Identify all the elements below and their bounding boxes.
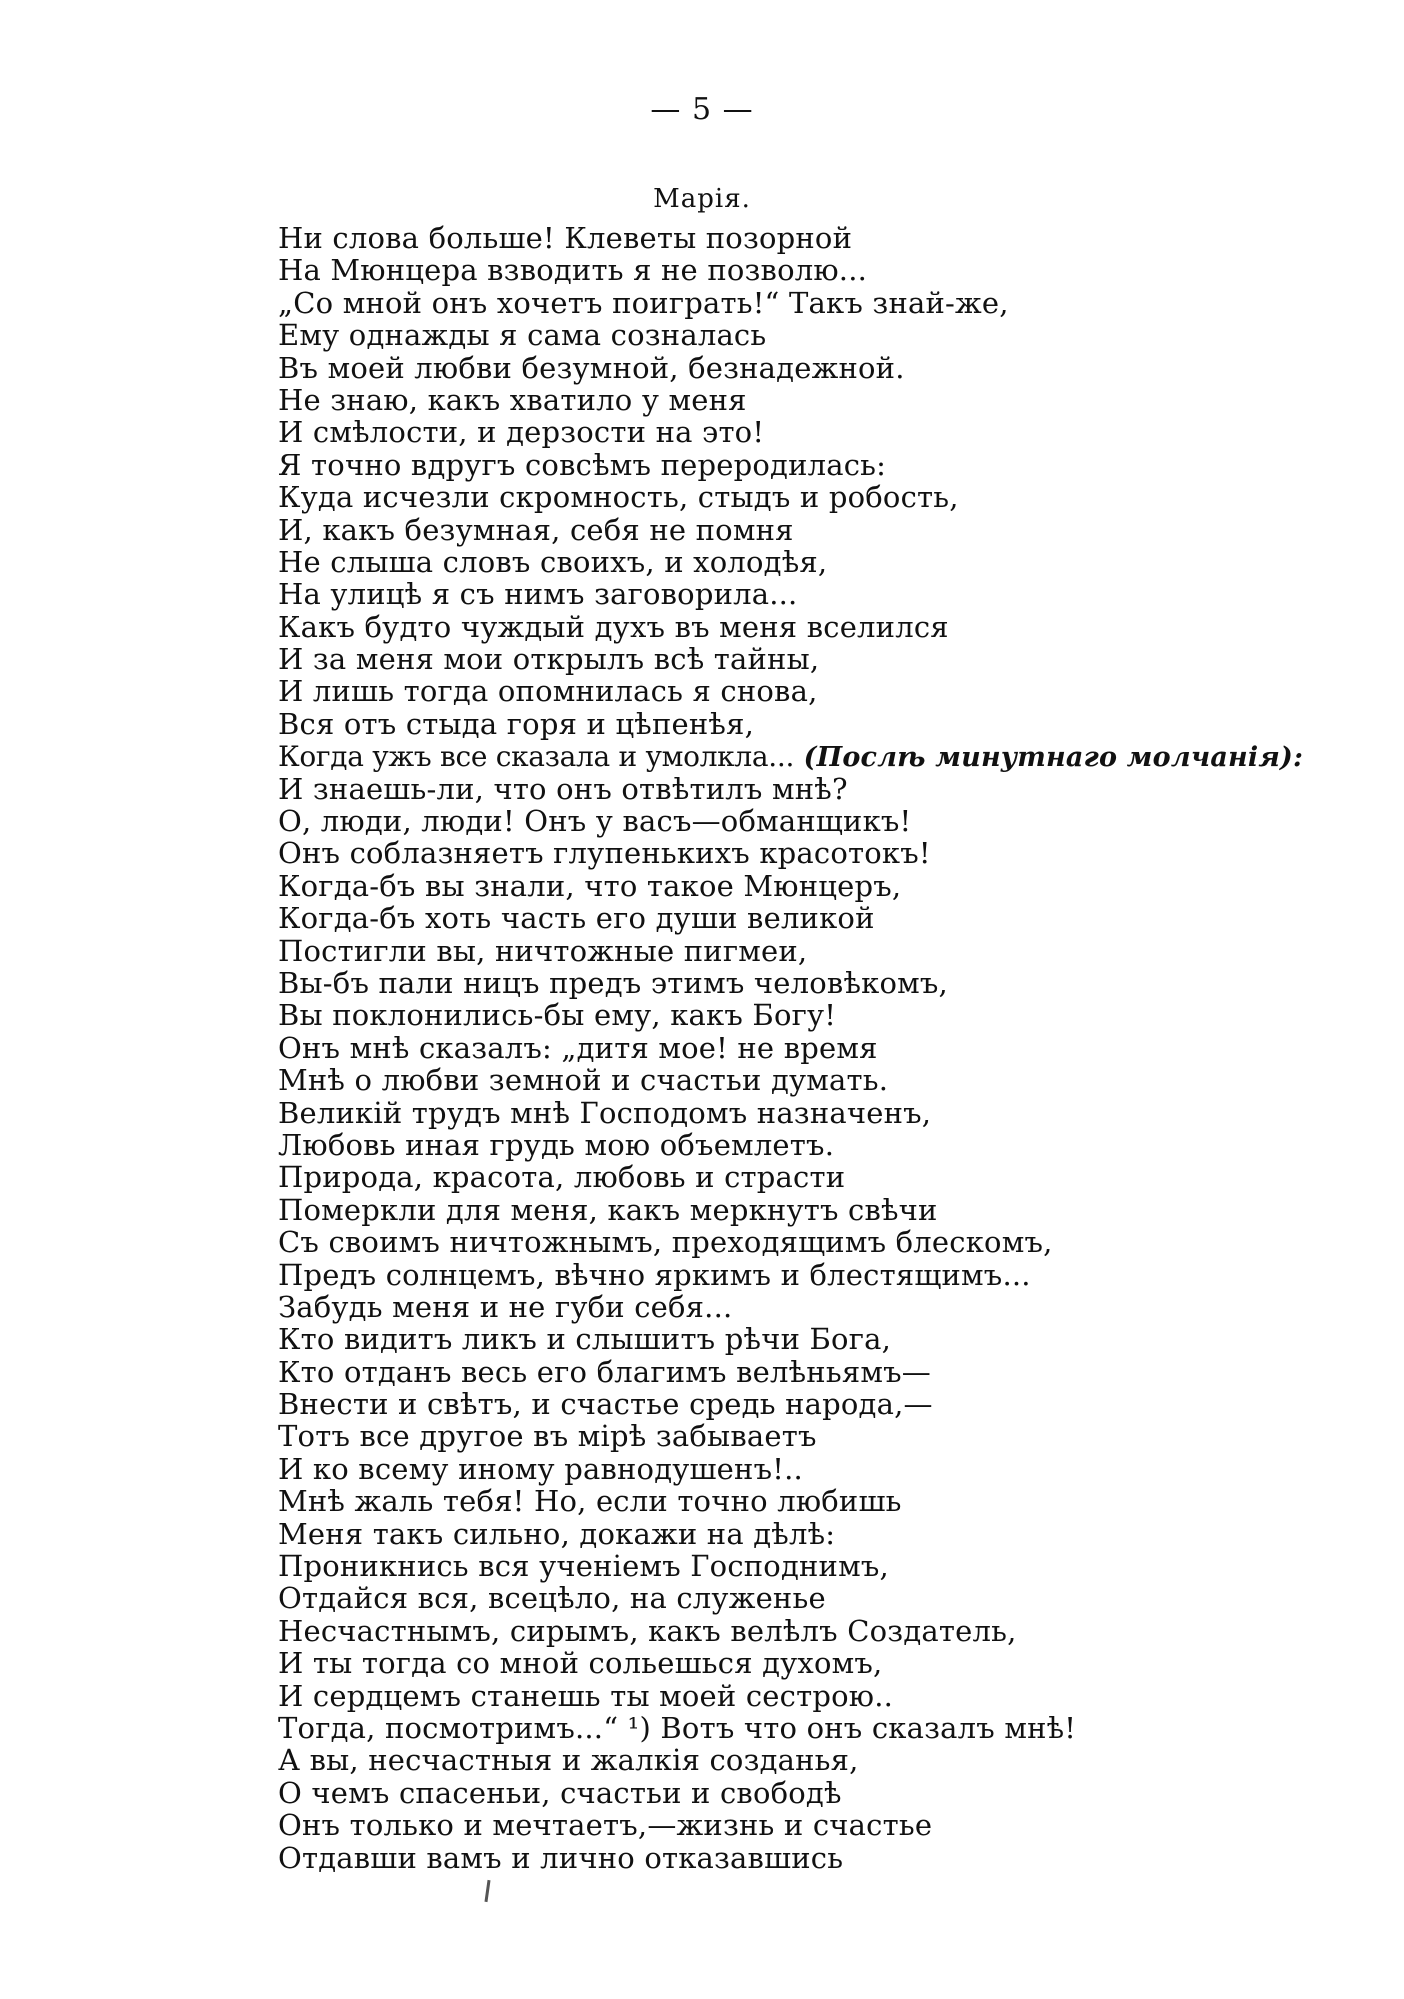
verse-line: Проникнись вся ученіемъ Господнимъ, [278, 1549, 889, 1584]
verse-line: Онъ мнѣ сказалъ: „дитя мое! не время [278, 1030, 878, 1065]
verse-line: Великій трудъ мнѣ Господомъ назначенъ, [278, 1095, 932, 1130]
verse-line: И лишь тогда опомнилась я снова, [278, 674, 818, 709]
verse-line: Ему однажды я сама созналась [278, 318, 767, 353]
verse-line: Померкли для меня, какъ меркнутъ свѣчи [278, 1192, 938, 1227]
verse-line: Вся отъ стыда горя и цѣпенѣя, [278, 706, 755, 741]
verse-line: И за меня мои открылъ всѣ тайны, [278, 642, 820, 677]
verse-line: Ни слова больше! Клеветы позорной [278, 221, 853, 255]
speaker-heading: Марія. [653, 184, 751, 214]
verse-line: И ко всему иному равнодушенъ!.. [278, 1451, 803, 1486]
verse-line: Вы-бъ пали ницъ предъ этимъ человѣкомъ, [278, 965, 948, 1000]
scan-mark [484, 1880, 490, 1902]
verse-line: Тотъ все другое въ мірѣ забываетъ [278, 1419, 817, 1454]
verse-line: „Со мной онъ хочетъ поиграть!“ Такъ знай-же, [278, 285, 1009, 320]
verse-line: А вы, несчастныя и жалкія созданья, [278, 1743, 859, 1778]
verse-line: Онъ соблазняетъ глупенькихъ красотокъ! [278, 836, 931, 871]
verse-line: Не слыша словъ своихъ, и холодѣя, [278, 544, 828, 579]
stage-direction: (Послѣ минутнаго молчанія): [794, 742, 1304, 774]
verse-line: Несчастнымъ, сирымъ, какъ велѣлъ Создатель, [278, 1613, 1017, 1648]
verse-line: Кто отданъ весь его благимъ велѣньямъ— [278, 1354, 931, 1389]
verse-line: На улицѣ я съ нимъ заговорила... [278, 577, 798, 612]
verse-line: Предъ солнцемъ, вѣчно яркимъ и блестящимъ... [278, 1257, 1031, 1292]
verse-line: Тогда, посмотримъ...“ ¹) Вотъ что онъ сказалъ мнѣ! [278, 1710, 1077, 1745]
verse-line: Онъ только и мечтаетъ,—жизнь и счастье [278, 1808, 933, 1843]
verse-line: Мнѣ жаль тебя! Но, если точно любишь [278, 1484, 902, 1519]
verse-line [278, 740, 1328, 772]
verse-line: Какъ будто чуждый духъ въ меня вселился [278, 609, 949, 644]
verse-line: Не знаю, какъ хватило у меня [278, 382, 747, 417]
verse-line: Внести и свѣтъ, и счастье средь народа,— [278, 1387, 933, 1422]
verse-line: И, какъ безумная, себя не помня [278, 512, 794, 547]
verse-line: Отдавши вамъ и лично отказавшись [278, 1840, 844, 1875]
verse-line: Забудь меня и не губи себя... [278, 1289, 733, 1324]
verse-line: Природа, красота, любовь и страсти [278, 1160, 846, 1195]
verse-line: О, люди, люди! Онъ у васъ—обманщикъ! [278, 804, 912, 839]
verse-line: Когда-бъ хоть часть его души великой [278, 901, 875, 936]
verse-line: Постигли вы, ничтожные пигмеи, [278, 933, 808, 968]
page-number: — 5 — [650, 92, 754, 127]
verse-line: Когда-бъ вы знали, что такое Мюнцеръ, [278, 868, 902, 903]
verse-line: Отдайся вся, всецѣло, на служенье [278, 1581, 826, 1616]
verse-line: Любовь иная грудь мою объемлетъ. [278, 1127, 835, 1162]
verse-line: Меня такъ сильно, докажи на дѣлѣ: [278, 1516, 836, 1551]
verse-line: И знаешь-ли, что онъ отвѣтилъ мнѣ? [278, 771, 848, 806]
verse-line: Мнѣ о любви земной и счастьи думать. [278, 1063, 889, 1098]
verse-line: И сердцемъ станешь ты моей сестрою.. [278, 1678, 894, 1713]
verse-block [278, 222, 1328, 1874]
verse-line: О чемъ спасеньи, счастьи и свободѣ [278, 1775, 842, 1810]
verse-line: Кто видитъ ликъ и слышитъ рѣчи Бога, [278, 1322, 891, 1357]
verse-line: На Мюнцера взводить я не позволю... [278, 253, 868, 288]
verse-line-text: Когда ужъ все сказала и умолкла... [278, 740, 795, 774]
verse-line: Я точно вдругъ совсѣмъ переродилась: [278, 447, 887, 482]
verse-line: Въ моей любви безумной, безнадежной. [278, 350, 905, 385]
verse-line: Куда исчезли скромность, стыдъ и робость, [278, 480, 959, 515]
verse-line: И ты тогда со мной сольешься духомъ, [278, 1646, 883, 1681]
verse-line: Вы поклонились-бы ему, какъ Богу! [278, 998, 837, 1033]
verse-line: И смѣлости, и дерзости на это! [278, 415, 765, 450]
verse-line: Съ своимъ ничтожнымъ, преходящимъ блескомъ, [278, 1225, 1053, 1260]
